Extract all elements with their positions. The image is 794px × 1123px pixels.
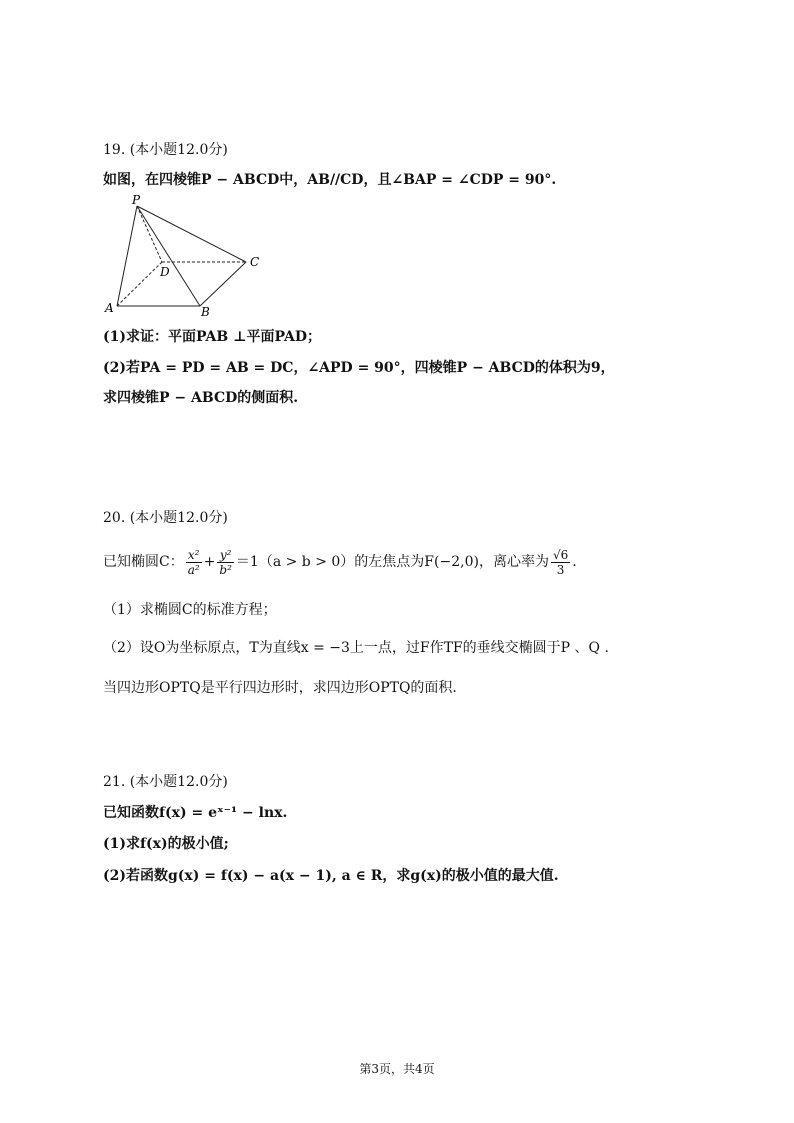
plus-sign: + (203, 554, 216, 570)
q20-intro (103, 542, 577, 582)
q20-part2-line1: （2）设O为坐标原点，T为直线x = −3上一点，过F作TF的垂线交椭圆于P 、Q . (103, 640, 609, 656)
q19-part2-line1: (2)若PA = PD = AB = DC，∠APD = 90°，四棱锥P − ABCD的体积为9， (103, 360, 615, 376)
q20-intro-prefix: 已知椭圆C： (103, 554, 184, 570)
q19-part2-line2: 求四棱锥P − ABCD的侧面积. (103, 390, 299, 406)
q21-intro: 已知函数f(x) = eˣ⁻¹ − lnx. (103, 805, 288, 821)
q19-header: 19. (本小题12.0分) (103, 142, 228, 158)
label-c: C (250, 255, 260, 269)
fraction-y2-b2: $\frac{\text{y²}}{\text{b²}}$ (219, 547, 232, 577)
q19-part1: (1)求证：平面PAB ⊥平面PAD； (103, 329, 322, 345)
q21-header: 21. (本小题12.0分) (103, 774, 228, 790)
q21-part1: (1)求f(x)的极小值; (103, 836, 229, 852)
q19-intro: 如图，在四棱锥P − ABCD中，AB//CD，且∠BAP = ∠CDP = 90°. (103, 172, 557, 188)
label-b: B (201, 305, 210, 318)
label-d: D (160, 265, 170, 279)
label-a: A (105, 301, 114, 315)
q20-intro-suffix: ＝1（a > b > 0）的左焦点为F(−2,0)，离心率为 (235, 554, 549, 570)
page-footer: 第3页，共4页 (359, 1062, 435, 1076)
q21-part2: (2)若函数g(x) = f(x) − a(x − 1), a ∈ R，求g(x)的极小值的最大值. (103, 868, 559, 884)
label-p: P (132, 194, 141, 207)
q20-part1: （1）求椭圆C的标准方程； (103, 602, 277, 618)
fraction-x2-a2: $\frac{\text{x²}}{\text{a²}}$ (187, 547, 200, 577)
q20-part2-line2: 当四边形OPTQ是平行四边形时，求四边形OPTQ的面积. (103, 680, 457, 696)
q20-intro-end: . (572, 554, 577, 570)
pyramid-figure (100, 194, 270, 318)
q20-header: 20. (本小题12.0分) (103, 510, 228, 526)
eccentricity-fraction: $\frac{√6}{3}$ (552, 547, 569, 577)
